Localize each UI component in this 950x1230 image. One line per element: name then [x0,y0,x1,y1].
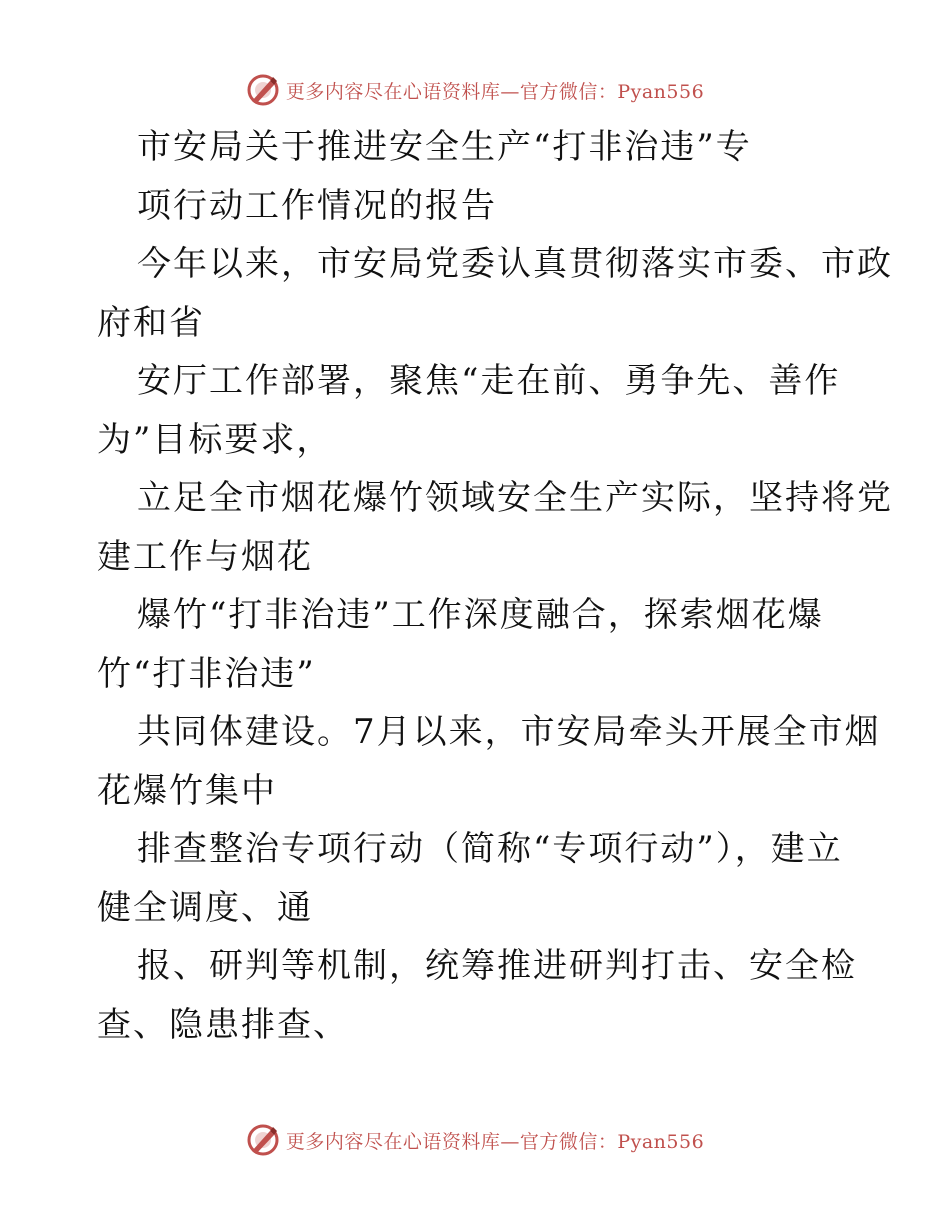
text-line: 项行动工作情况的报告 [137,185,497,226]
text-line: 报、研判等机制，统筹推进研判打击、安全检 [137,946,857,986]
text-line: 为”目标要求， [97,419,333,460]
document-body [97,118,893,1054]
text-line: 爆竹“打非治违”工作深度融合，探索烟花爆 [137,595,824,635]
text-line: 健全调度、通 [97,887,313,928]
text-line: 排查整治专项行动（简称“专项行动”），建立 [137,829,843,869]
watermark-text: 更多内容尽在心语资料库—官方微信：Pyan556 [285,1130,705,1153]
text-line: 立足全市烟花爆竹领域安全生产实际，坚持将党 [137,478,893,518]
text-line: 竹“打非治违” [97,653,316,694]
footer-watermark [0,1120,950,1160]
pen-logo-icon [246,1123,280,1157]
text-line: 查、隐患排查、 [97,1004,349,1045]
text-line: 今年以来，市安局党委认真贯彻落实市委、市政 [137,244,893,284]
header-watermark [0,70,950,110]
text-line: 共同体建设。7月以来，市安局牵头开展全市烟 [137,712,881,752]
pen-logo-icon [246,73,280,107]
text-line: 市安局关于推进安全生产“打非治违”专 [137,127,752,167]
watermark-text: 更多内容尽在心语资料库—官方微信：Pyan556 [285,80,705,103]
text-line: 安厅工作部署，聚焦“走在前、勇争先、善作 [137,361,841,401]
text-line: 建工作与烟花 [97,536,313,577]
text-line: 府和省 [97,302,205,343]
text-line: 花爆竹集中 [97,770,277,811]
